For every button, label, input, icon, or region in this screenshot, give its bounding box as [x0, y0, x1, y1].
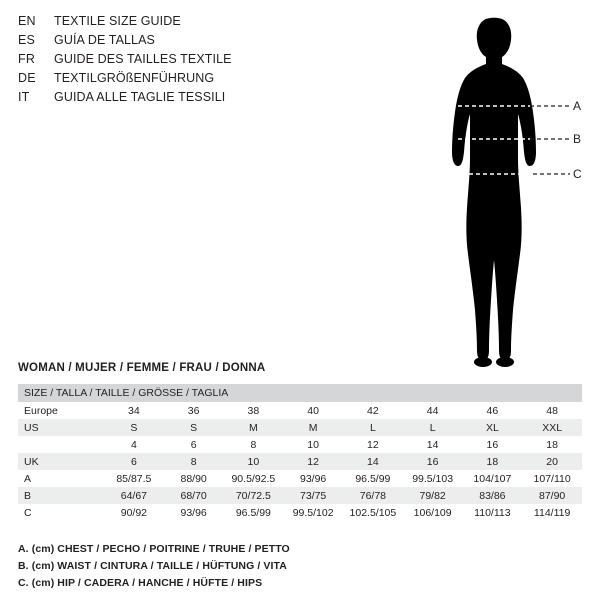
cell: 42 [367, 404, 379, 417]
cell: 68/70 [164, 487, 224, 504]
table-row [18, 453, 582, 470]
cell: S [164, 419, 224, 436]
guide-label-a: A [573, 99, 582, 113]
cell: L [403, 419, 463, 436]
cell: 83/86 [463, 487, 523, 504]
cell: XL [463, 419, 523, 436]
cell: 40 [307, 404, 319, 417]
cell: 70/72.5 [224, 487, 284, 504]
table-row [18, 470, 582, 487]
female-body-figure [400, 8, 590, 368]
female-silhouette-icon [400, 8, 590, 368]
title-text-es: GUÍA DE TALLAS [54, 33, 155, 47]
cell: 10 [307, 438, 319, 451]
cell: 8 [250, 438, 257, 451]
cell: 16 [403, 453, 463, 470]
title-text-de: TEXTILGRÖßENFÜHRUNG [54, 71, 215, 85]
cell: 114/119 [533, 506, 571, 519]
language-code-en: EN [18, 14, 36, 28]
cell: 14 [426, 438, 439, 451]
language-code-fr: FR [18, 52, 36, 66]
row-label-us: US [18, 419, 104, 436]
cell: 107/110 [533, 472, 571, 485]
cell: 12 [283, 453, 343, 470]
cell: S [104, 419, 164, 436]
size-table [18, 384, 582, 521]
cell: M [283, 419, 343, 436]
table-header-label: SIZE / TALLA / TAILLE / GRÖSSE / TAGLIA [18, 384, 582, 402]
title-row-de [18, 71, 358, 90]
cell: 93/96 [299, 472, 327, 485]
cell: 6 [190, 438, 197, 451]
row-label-europe: Europe [24, 404, 58, 417]
row-label-us-numeric [18, 436, 104, 453]
cell: 34 [128, 404, 140, 417]
cell: 93/96 [180, 506, 207, 519]
cell: 14 [343, 453, 403, 470]
cell: 90/92 [120, 506, 148, 519]
cell: 90.5/92.5 [231, 472, 276, 485]
cell: 104/107 [473, 472, 512, 485]
cell: XXL [522, 419, 582, 436]
table-row [18, 436, 582, 453]
row-label-c: C [24, 506, 32, 519]
row-label-a: A [24, 472, 32, 485]
table-row [18, 487, 582, 504]
cell: 96.5/99 [355, 472, 391, 485]
title-text-it: GUIDA ALLE TAGLIE TESSILI [54, 90, 226, 104]
language-code-es: ES [18, 33, 36, 47]
table-row [18, 402, 582, 419]
cell: M [224, 419, 284, 436]
title-row-it [18, 90, 358, 109]
cell: 44 [426, 404, 439, 417]
title-row-en [18, 14, 358, 33]
cell: 6 [104, 453, 164, 470]
cell: 99.5/103 [412, 472, 454, 485]
cell: 38 [247, 404, 260, 417]
title-block [18, 14, 358, 109]
cell: 8 [164, 453, 224, 470]
section-caption-woman: WOMAN / MUJER / FEMME / FRAU / DONNA [18, 362, 266, 374]
table-row [18, 419, 582, 436]
cell: 64/67 [104, 487, 164, 504]
cell: 10 [224, 453, 284, 470]
cell: 76/78 [343, 487, 403, 504]
title-text-en: TEXTILE SIZE GUIDE [54, 14, 181, 28]
cell: 20 [522, 453, 582, 470]
cell: 102.5/105 [349, 506, 397, 519]
cell: 46 [486, 404, 499, 417]
cell: 16 [486, 438, 499, 451]
guide-label-c: C [573, 167, 582, 181]
language-code-de: DE [18, 71, 36, 85]
table-row [18, 504, 582, 521]
cell: 87/90 [522, 487, 582, 504]
cell: 73/75 [283, 487, 343, 504]
guide-label-b: B [573, 132, 582, 146]
legend-item-b: B. (cm) WAIST / CINTURA / TAILLE / HÜFTUNG / VITA [18, 560, 287, 572]
cell: 106/109 [413, 506, 452, 519]
title-row-fr [18, 52, 358, 71]
row-label-uk: UK [18, 453, 104, 470]
legend-item-a: A. (cm) CHEST / PECHO / POITRINE / TRUHE / PETTO [18, 543, 290, 555]
cell: 18 [546, 438, 558, 451]
cell: 85/87.5 [116, 472, 152, 485]
cell: 96.5/99 [235, 506, 271, 519]
row-label-b: B [18, 487, 104, 504]
title-text-fr: GUIDE DES TAILLES TEXTILE [54, 52, 232, 66]
cell: 36 [187, 404, 200, 417]
cell: 88/90 [180, 472, 207, 485]
cell: 79/82 [403, 487, 463, 504]
cell: 12 [367, 438, 379, 451]
measurement-legend [18, 541, 578, 592]
cell: 99.5/102 [292, 506, 334, 519]
legend-item-c: C. (cm) HIP / CADERA / HANCHE / HÜFTE / HIPS [18, 577, 263, 589]
cell: 48 [546, 404, 558, 417]
cell: 110/113 [474, 506, 511, 519]
cell: 18 [463, 453, 523, 470]
title-row-es [18, 33, 358, 52]
cell: L [343, 419, 403, 436]
table-header-row [18, 384, 582, 402]
language-code-it: IT [18, 90, 30, 104]
cell: 4 [130, 438, 137, 451]
